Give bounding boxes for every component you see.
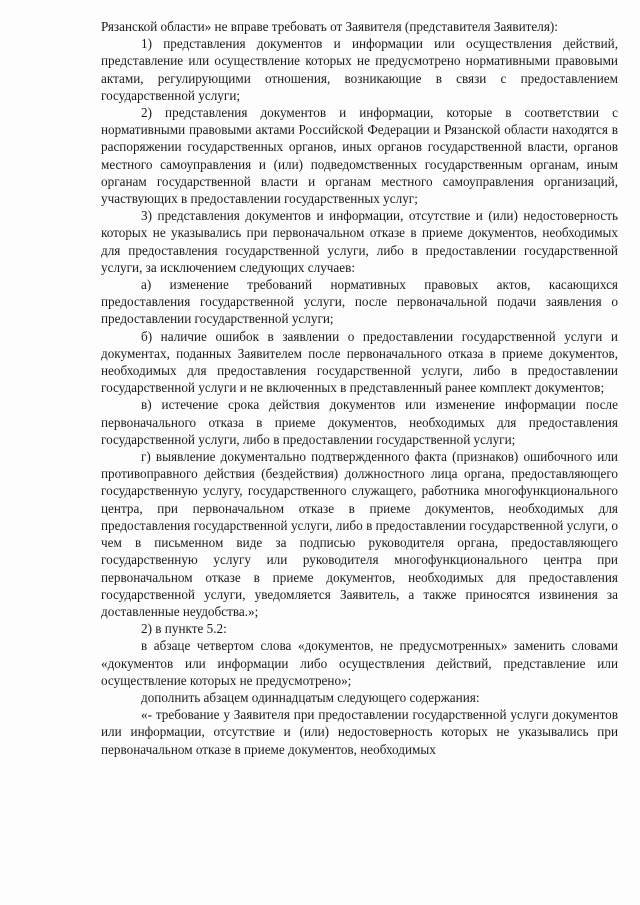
paragraph-item-3: 3) представления документов и информации, отсутствие и (или) недостоверность которых не указывались при первоначальном отказе в приеме документов, необходимых для предоставления государственной услуги, либо в предоставлении государственной услуги, за исключением следующих случаев: — [101, 208, 618, 275]
paragraph-amendment-2: дополнить абзацем одиннадцатым следующего содержания: — [141, 689, 480, 705]
paragraph-item-1: 1) представления документов и информации или осуществления действий, представление или осуществление которых не предусмотрено нормативными правовыми актами, регулирующими отношения, возникающие в связи с предоставлением государственной услуги; — [101, 36, 618, 103]
paragraph-amendment-1: в абзаце четвертом слова «документов, не предусмотренных» заменить словами «документов или информации либо осуществления действий, представление или осуществление которых не предусмотрено»; — [101, 638, 618, 688]
paragraph-subitem-a: а) изменение требований нормативных правовых актов, касающихся предоставления государственной услуги, после первоначальной подачи заявления о предоставлении государственной услуги; — [101, 277, 618, 327]
paragraph-continuation: Рязанской области» не вправе требовать от Заявителя (представителя Заявителя): — [101, 19, 558, 34]
paragraph-item-2: 2) представления документов и информации, которые в соответствии с нормативными правовыми актами Российской Федерации и Рязанской области находятся в распоряжении государственных органов, иных органов государственной власти, органов местного самоуправления и (или) подведомственных государственным органам, иным органам государственной власти и органам местного самоуправления организаций, участвующих в предоставлении государственных услуг; — [101, 105, 618, 207]
paragraph-new-text: «- требование у Заявителя при предоставлении государственной услуги документов или информации, отсутствие и (или) недостоверность которых не указывались при первоначальном отказе в приеме документов, необходимых — [101, 707, 618, 757]
paragraph-subitem-v: в) истечение срока действия документов или изменение информации после первоначального отказа в приеме документов, необходимых для предоставления государственной услуги, либо в предоставлении государственной услуги; — [101, 397, 618, 447]
paragraph-subitem-g: г) выявление документально подтвержденного факта (признаков) ошибочного или противоправного действия (бездействия) должностного лица органа, предоставляющего государственную услугу, государственного служащего, работника многофункционального центра, при первоначальном отказе в приеме документов, необходимых для предоставления государственной услуги, либо в предоставлении государственной услуги, о чем в письменном виде за подписью руководителя органа, предоставляющего государственную услугу или руководителя многофункционального центра при первоначальном отказе в приеме документов, необходимых для предоставления государственной услуги, уведомляется Заявитель, а также приносятся извинения за доставленные неудобства.»; — [101, 449, 618, 619]
paragraph-subitem-b: б) наличие ошибок в заявлении о предоставлении государственной услуги и документах, поданных Заявителем после первоначального отказа в приеме документов, необходимых для предоставления государственной услуги, либо в предоставлении государственной услуги и не включенных в представленный ранее комплект документов; — [101, 328, 618, 396]
paragraph-point-5-2: 2) в пункте 5.2: — [141, 621, 227, 637]
